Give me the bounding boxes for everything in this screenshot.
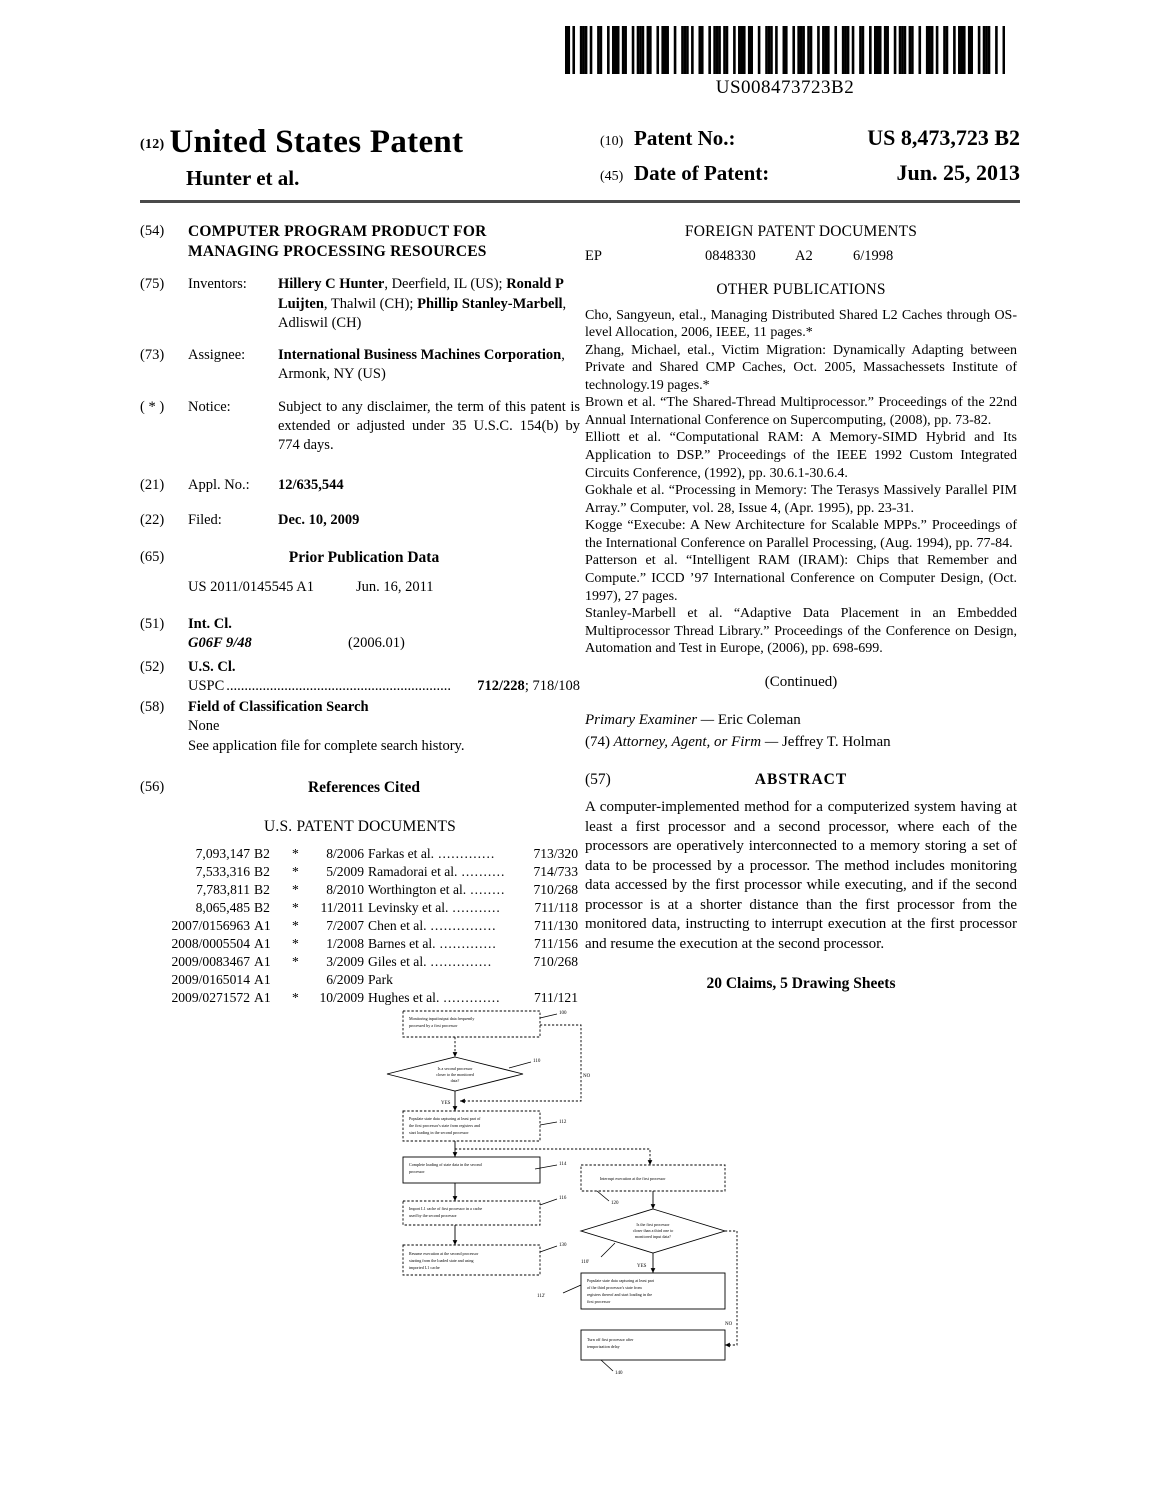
ref-class: 711/118: [534, 899, 578, 915]
barcode-block: [560, 26, 1010, 99]
int-cl-body: [188, 615, 580, 654]
table-row: [140, 971, 580, 989]
assignee-label: Assignee:: [188, 347, 246, 364]
field-73-assignee: [140, 346, 580, 385]
field-75-inventors: [140, 275, 580, 333]
code-12: (12): [140, 137, 165, 153]
fig-box-100-line1: Monitoring input/output data frequently: [409, 1016, 475, 1021]
filed-value: Dec. 10, 2009: [278, 511, 360, 528]
fig-num-140: 140: [615, 1371, 623, 1376]
notice-text: Subject to any disclaimer, the term of this patent is extended or adjusted under 35 U.S.C. 154(b) by 774 days.: [278, 398, 580, 454]
publication-entry: Elliott et al. “Computational RAM: A Memory-SIMD Hybrid and Its Application to DSP.” Proceedings of the IEEE 1992 Custom Integrated Circuits Conference, (1992), pp. 30.6.1-30.6.4.: [585, 430, 1017, 481]
patent-header: [140, 125, 1020, 195]
foreign-country: EP: [585, 247, 602, 264]
fig-box-112-line1: Populate state data capturing at least part of: [409, 1116, 481, 1121]
ref-name: Levinsky et al. ...........: [368, 899, 501, 915]
int-cl-label: Int. Cl.: [188, 615, 232, 632]
other-publications-list: [585, 307, 1017, 658]
field-of-search-none: None: [188, 718, 220, 735]
prior-publication-line: [188, 578, 580, 597]
header-right: [600, 125, 1020, 195]
uspc-secondary-class: ; 718/108: [524, 677, 580, 694]
appl-no-value: 12/635,544: [278, 476, 344, 493]
publication-entry: Patterson et al. “Intelligent RAM (IRAM): Chips that Remember and Compute.” ICCD ’97 International Conference on Computer Design, (Oct. 1997), 27 pages.: [585, 553, 1017, 604]
table-row: [140, 953, 580, 971]
abstract-text: A computer-implemented method for a computerized system having at least a first processor and a second processor, where each of the processors are operatively interconnected to a memory storing a set of data to be processed by a processor. The method includes monitoring data accessed by the first processor while executing, and if the second processor is at a shorter distance than the first processor from the monitored data, instructing to interrupt execution at the first processor and resume the execution at the second processor.: [585, 799, 1017, 952]
barcode-number: US008473723B2: [715, 77, 855, 98]
fig-diamond-110-line2: closer to the monitored: [436, 1072, 474, 1077]
inventor-3-location: , Adliswil (CH): [278, 295, 567, 331]
primary-examiner-row: [585, 711, 1017, 731]
fig-box-114-line2: processor: [409, 1169, 425, 1174]
patent-no-value: US 8,473,723 B2: [867, 125, 1020, 150]
fig-label-yes-1: YES: [441, 1101, 451, 1106]
right-column: [585, 222, 1017, 995]
ref-number: 7,533,316: [195, 864, 250, 880]
fig-box-100-line2: processed by a first processor: [409, 1023, 458, 1028]
ref-star: *: [292, 953, 299, 969]
ref-name: Chen et al. ...............: [368, 917, 497, 933]
attorney-row: [585, 733, 1017, 753]
fig-box-112-line2: the first processor's state from registers and: [409, 1123, 480, 1128]
assignee-location: , Armonk, NY (US): [278, 347, 565, 383]
abstract-code: (57): [585, 770, 611, 788]
code-10: (10): [600, 134, 624, 149]
field-54-code: (54): [140, 223, 165, 239]
fig-box-130-line3: imported L1 cache: [409, 1265, 440, 1270]
field-of-search-label: Field of Classification Search: [188, 699, 369, 716]
claims-drawings-line: 20 Claims, 5 Drawing Sheets: [706, 975, 896, 993]
fig-box-120-label: Interrupt execution at the first processor: [600, 1176, 666, 1181]
ref-date: 5/2009: [326, 864, 364, 880]
table-row: [140, 899, 580, 917]
fig-label-no-2: NO: [725, 1322, 733, 1327]
fig-num-112p: 112': [537, 1294, 546, 1299]
field-73-code: (73): [140, 347, 165, 364]
fig-box-130-line1: Resume execution at the second processor: [409, 1251, 479, 1256]
appl-no-label: Appl. No.:: [188, 476, 250, 493]
continued-label: (Continued): [764, 673, 838, 690]
date-of-patent-label: Date of Patent:: [634, 161, 770, 185]
patent-date-row: [600, 160, 1020, 186]
field-56-references: [140, 778, 580, 1007]
ref-class: 714/733: [533, 864, 578, 880]
foreign-kind: A2: [795, 247, 813, 264]
fig-box-112p-line4: first processor: [587, 1299, 611, 1304]
ref-date: 11/2011: [320, 899, 364, 915]
ref-star: [290, 971, 304, 989]
fig-num-116: 116: [559, 1196, 567, 1201]
foreign-number: 0848330: [705, 247, 756, 264]
field-65-prior-pub: [140, 548, 580, 597]
publication-entry: Zhang, Michael, etal., Victim Migration: Dynamically Adapting between Private and Shared CMP Caches, Oct. 2005, Massachessets Institute of technology.19 pages.*: [585, 342, 1017, 393]
prior-publication-heading: Prior Publication Data: [288, 549, 440, 567]
ref-date: 1/2008: [326, 935, 364, 951]
uspc-row: [188, 677, 580, 696]
ref-kind: B2: [254, 899, 270, 915]
applicant-name: Hunter et al.: [186, 165, 300, 190]
fig-box-140-line2: temporization delay: [587, 1344, 620, 1349]
invention-title: COMPUTER PROGRAM PRODUCT FOR MANAGING PROCESSING RESOURCES: [188, 223, 487, 261]
uspc-label: USPC: [188, 677, 225, 694]
table-row: [140, 845, 580, 863]
barcode-image: [565, 26, 1005, 74]
ref-class: 711/121: [533, 989, 578, 1005]
header-left: [140, 125, 600, 191]
fig-num-130: 130: [559, 1243, 567, 1248]
publication-entry: Brown et al. “The Shared-Thread Multiprocessor.” Proceedings of the 22nd Annual International Conference on Supercomputing, (2008), pp. 73-82.: [585, 395, 1017, 428]
us-cl-label: U.S. Cl.: [188, 658, 236, 675]
fig-box-112p-line2: of the third processor's state from: [587, 1285, 642, 1290]
ref-class: 711/130: [533, 917, 578, 933]
ref-class: 713/320: [533, 846, 578, 862]
ref-kind: B2: [254, 846, 270, 862]
ref-number: 2007/0156963: [171, 917, 250, 933]
abstract-title: ABSTRACT: [754, 770, 848, 788]
fig-num-120: 120: [611, 1201, 619, 1206]
ref-date: 8/2010: [326, 882, 364, 898]
fig-box-140-line1: Turn off first processor after: [587, 1337, 634, 1342]
ref-name: Worthington et al. ........: [368, 882, 506, 898]
table-row: [140, 917, 580, 935]
fig-diamond-110p-line3: monitored input data?: [635, 1234, 671, 1239]
prior-pub-number: US 2011/0145545 A1: [188, 578, 314, 595]
left-column: [140, 222, 580, 1020]
patent-no-label: Patent No.:: [634, 126, 736, 150]
fig-num-114: 114: [559, 1162, 567, 1167]
field-22-filed: [140, 511, 580, 530]
fig-box-112p-line1: Populate state data capturing at least part: [587, 1278, 655, 1283]
ref-star: *: [292, 846, 299, 862]
ref-kind: A1: [254, 971, 271, 987]
field-65-code: (65): [140, 549, 165, 566]
int-cl-class: G06F 9/48: [188, 635, 252, 652]
field-58-field-of-search: [140, 698, 580, 756]
us-patent-documents-table: [140, 845, 580, 1006]
int-cl-row: [188, 634, 580, 653]
inventors-list: [278, 275, 580, 333]
us-patent-documents-subheading: U.S. PATENT DOCUMENTS: [264, 817, 456, 835]
ref-class: 711/156: [533, 935, 578, 951]
uspc-leader-dots: ..............................................................: [226, 677, 452, 694]
ref-name: Giles et al. ..............: [368, 953, 493, 969]
attorney-code: (74): [585, 733, 610, 750]
foreign-patent-documents-table: [585, 247, 1017, 266]
ref-class: 710/268: [533, 882, 578, 898]
ref-date: 7/2007: [326, 917, 364, 933]
field-21-code: (21): [140, 476, 165, 493]
page-title: [140, 125, 600, 160]
table-row: [140, 863, 580, 881]
field-22-code: (22): [140, 511, 165, 528]
inventors-label: Inventors:: [188, 276, 247, 293]
flowchart-svg: [385, 1005, 785, 1435]
publication-entry: Stanley-Marbell et al. “Adaptive Data Placement in an Embedded Multiprocessor Thread Library.” Proceedings of the Conference on Design, Automation and Test in Europe, (2006), pp. 698-699.: [585, 606, 1017, 657]
ref-name: Barnes et al. .............: [368, 935, 497, 951]
ref-number: 2009/0271572: [171, 989, 250, 1005]
attorney-name: Jeffrey T. Holman: [781, 733, 891, 750]
fig-diamond-110p-line2: closer than a third one to: [632, 1228, 674, 1233]
primary-examiner-label: Primary Examiner —: [585, 711, 718, 728]
attorney-label: Attorney, Agent, or Firm —: [610, 733, 782, 750]
header-divider: [140, 200, 1020, 203]
ref-kind: A1: [254, 953, 271, 969]
ref-star: *: [292, 899, 299, 915]
field-notice-code: ( * ): [140, 398, 165, 415]
ref-kind: A1: [254, 917, 271, 933]
ref-kind: B2: [254, 882, 270, 898]
uspc-primary-class: 712/228: [477, 677, 525, 694]
field-56-code: (56): [140, 778, 165, 795]
ref-kind: A1: [254, 989, 271, 1005]
ref-star: *: [292, 989, 299, 1005]
fig-num-110p: 110': [581, 1260, 590, 1265]
ref-star: *: [292, 882, 299, 898]
field-75-code: (75): [140, 276, 165, 293]
publication-entry: Kogge “Execube: A New Architecture for Scalable MPPs.” Proceedings of the International Conference on Parallel Processing, (Aug. 1994), pp. 77-84.: [585, 518, 1017, 551]
field-21-appl-no: [140, 476, 580, 495]
united-states-patent-text: United States Patent: [169, 124, 464, 160]
fig-box-130-line2: starting from the loaded state and using: [409, 1258, 474, 1263]
ref-name: Park: [368, 971, 393, 987]
fig-num-100: 100: [559, 1011, 567, 1016]
fig-box-116-line2: used by the second processor: [409, 1213, 457, 1218]
foreign-patent-row: [585, 247, 1017, 266]
ref-kind: A1: [254, 935, 271, 951]
prior-pub-date: Jun. 16, 2011: [355, 578, 434, 595]
field-52-us-cl: [140, 658, 580, 697]
fig-box-116-line1: Import L1 cache of first processor in a cache: [409, 1206, 483, 1211]
publication-entry: Cho, Sangyeun, etal., Managing Distributed Shared L2 Caches through OS-level Allocation, 2006, IEEE, 11 pages.*: [585, 307, 1017, 341]
inventor-2-location: , Thalwil (CH);: [323, 295, 418, 312]
field-54: [140, 222, 580, 262]
field-notice: [140, 398, 580, 456]
ref-date: 6/2009: [326, 971, 364, 987]
date-of-patent-value: Jun. 25, 2013: [896, 160, 1020, 185]
ref-date: 3/2009: [326, 953, 364, 969]
inventor-1-location: , Deerfield, IL (US);: [384, 276, 503, 293]
table-row: [140, 989, 580, 1007]
fig-num-110: 110: [533, 1059, 541, 1064]
ref-name: Hughes et al. .............: [368, 989, 501, 1005]
ref-date: 10/2009: [319, 989, 364, 1005]
fig-num-112: 112: [559, 1120, 567, 1125]
fig-box-112-line3: start loading in the second processor: [409, 1130, 469, 1135]
ref-class: 710/268: [533, 953, 578, 969]
foreign-date: 6/1998: [853, 247, 894, 264]
field-58-code: (58): [140, 699, 165, 716]
fig-box-114-line1: Complete loading of state data in the second: [409, 1162, 482, 1167]
ref-kind: B2: [254, 864, 270, 880]
primary-examiner-name: Eric Coleman: [717, 711, 801, 728]
fig-diamond-110p-line1: Is the first processor: [636, 1222, 670, 1227]
publication-entry: Gokhale et al. “Processing in Memory: The Terasys Massively Parallel PIM Array.” Computer, vol. 28, Issue 4, (Apr. 1995), pp. 23-31.: [585, 483, 1017, 516]
inventor-2-name: Ronald P Luijten: [278, 276, 564, 312]
filed-label: Filed:: [188, 511, 222, 528]
fig-diamond-110-line1: Is a second processor: [437, 1066, 473, 1071]
assignee-value: [278, 346, 580, 385]
foreign-patent-documents-heading: FOREIGN PATENT DOCUMENTS: [684, 223, 918, 240]
ref-name: Ramadorai et al. ..........: [368, 864, 506, 880]
other-publications-heading: OTHER PUBLICATIONS: [716, 280, 886, 298]
field-of-search-body: [188, 698, 580, 756]
assignee-name: International Business Machines Corporation: [278, 347, 562, 364]
inventor-1-name: Hillery C Hunter: [278, 276, 385, 293]
patent-number-row: [600, 125, 1020, 151]
notice-label: Notice:: [188, 398, 231, 415]
ref-number: 8,065,485: [195, 899, 250, 915]
ref-number: 7,783,811: [196, 882, 250, 898]
flowchart-figure: [385, 1005, 785, 1435]
ref-star: *: [292, 917, 299, 933]
ref-number: 2009/0165014: [171, 971, 250, 987]
field-of-search-note: See application file for complete search history.: [188, 737, 465, 754]
inventor-3-name: Phillip Stanley-Marbell: [417, 295, 563, 312]
fig-label-no-1: NO: [583, 1074, 591, 1079]
abstract-heading-row: [585, 770, 1017, 791]
fig-box-112p-line3: registers thereof and start loading in the: [587, 1292, 653, 1297]
table-row: [140, 935, 580, 953]
us-cl-body: [188, 658, 580, 697]
ref-date: 8/2006: [326, 846, 364, 862]
ref-number: 7,093,147: [195, 846, 250, 862]
field-51-code: (51): [140, 615, 165, 632]
ref-number: 2009/0083467: [171, 953, 250, 969]
field-52-code: (52): [140, 658, 165, 675]
fig-label-yes-2: YES: [637, 1264, 647, 1269]
fig-diamond-110-line3: data?: [450, 1078, 460, 1083]
ref-number: 2008/0005504: [171, 935, 250, 951]
ref-name: Farkas et al. .............: [368, 846, 496, 862]
ref-star: *: [292, 935, 299, 951]
int-cl-version: (2006.01): [348, 635, 405, 652]
references-cited-heading: References Cited: [307, 778, 421, 796]
table-row: [140, 881, 580, 899]
ref-star: *: [292, 864, 299, 880]
field-51-int-cl: [140, 615, 580, 654]
ref-class: [514, 971, 580, 989]
code-45: (45): [600, 169, 624, 184]
